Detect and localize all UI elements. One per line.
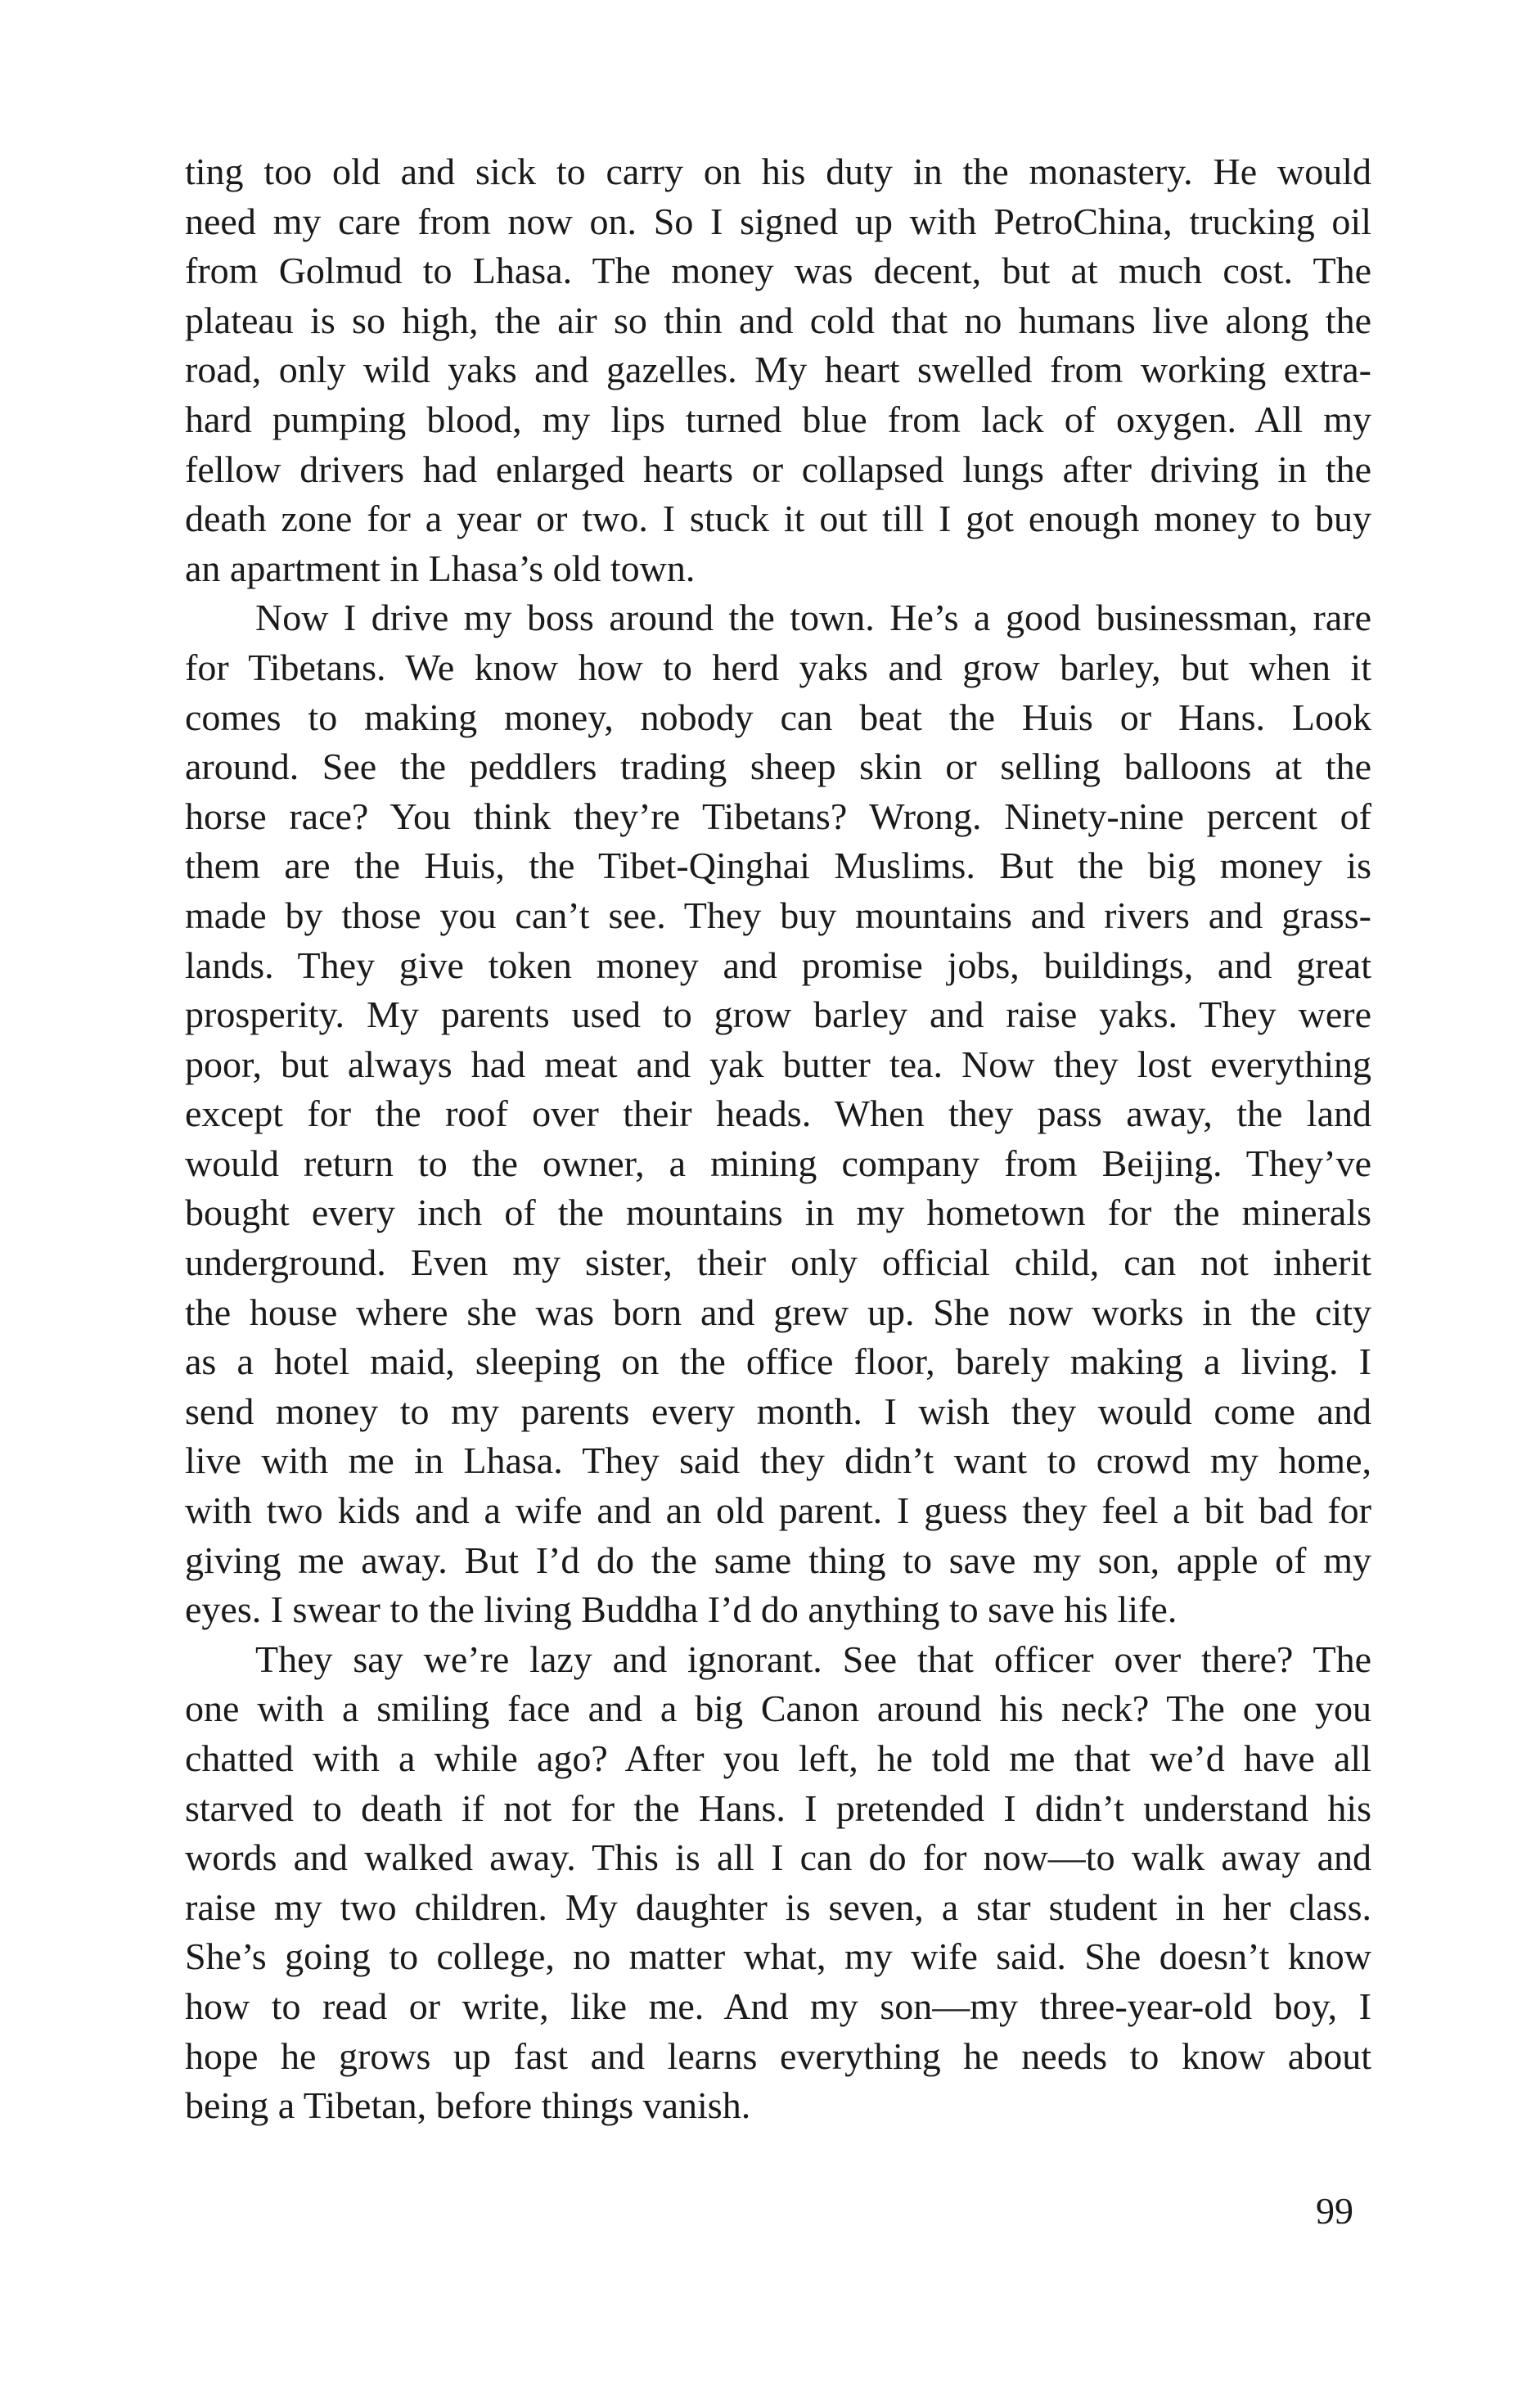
- text-line: ting too old and sick to carry on his duty in the monastery. He would: [185, 151, 1371, 192]
- text-line: hope he grows up fast and learns everything he needs to know about: [185, 2034, 1371, 2077]
- text-line: poor, but always had meat and yak butter tea. Now they lost everything: [185, 1043, 1371, 1085]
- text-line: would return to the owner, a mining company from Beijing. They’ve: [185, 1142, 1371, 1184]
- text-line: the house where she was born and grew up. She now works in the city: [185, 1291, 1371, 1333]
- text-line: with two kids and a wife and an old parent. I guess they feel a bit bad for: [185, 1489, 1371, 1532]
- text-line: fellow drivers had enlarged hearts or collapsed lungs after driving in the: [185, 448, 1371, 490]
- text-line: prosperity. My parents used to grow barley and raise yaks. They were: [185, 993, 1371, 1036]
- text-line: hard pumping blood, my lips turned blue from lack of oxygen. All my: [185, 398, 1371, 440]
- text-line: horse race? You think they’re Tibetans? Wrong. Ninety-nine percent of: [185, 795, 1371, 837]
- text-line: need my care from now on. So I signed up with PetroChina, trucking oil: [185, 200, 1371, 242]
- paragraph-1: [185, 147, 1371, 593]
- text-line: how to read or write, like me. And my son—my three-year-old boy, I: [185, 1985, 1371, 2027]
- text-line: raise my two children. My daughter is seven, a star student in her class.: [185, 1886, 1371, 1928]
- body-text: [185, 147, 1371, 2131]
- text-line: one with a smiling face and a big Canon around his neck? The one you: [185, 1687, 1371, 1730]
- text-line: road, only wild yaks and gazelles. My heart swelled from working extra-: [185, 349, 1371, 391]
- text-line: send money to my parents every month. I wish they would come and: [185, 1390, 1371, 1432]
- page-number: 99: [1316, 2190, 1353, 2232]
- text-line: as a hotel maid, sleeping on the office floor, barely making a living. I: [185, 1340, 1371, 1383]
- text-line: lands. They give token money and promise jobs, buildings, and great: [185, 944, 1371, 986]
- text-line: Now I drive my boss around the town. He’s a good businessman, rare: [255, 597, 1371, 639]
- text-line: death zone for a year or two. I stuck it out till I got enough money to buy: [185, 498, 1371, 540]
- text-line: around. See the peddlers trading sheep skin or selling balloons at the: [185, 746, 1371, 788]
- text-line: She’s going to college, no matter what, my wife said. She doesn’t know: [185, 1935, 1371, 1978]
- text-line: made by those you can’t see. They buy mountains and rivers and grass-: [185, 894, 1371, 936]
- text-line: eyes. I swear to the living Buddha I’d do anything to save his life.: [185, 1588, 1178, 1631]
- text-line: an apartment in Lhasa’s old town.: [185, 547, 696, 589]
- text-line: bought every inch of the mountains in my hometown for the minerals: [185, 1192, 1371, 1234]
- text-line: live with me in Lhasa. They said they didn’t want to crowd my home,: [185, 1440, 1371, 1482]
- paragraph-3: [185, 1635, 1371, 2131]
- text-line: chatted with a while ago? After you left, he told me that we’d have all: [185, 1737, 1371, 1779]
- text-line: them are the Huis, the Tibet-Qinghai Muslims. But the big money is: [185, 845, 1371, 887]
- text-line: except for the roof over their heads. When they pass away, the land: [185, 1093, 1371, 1135]
- text-line: starved to death if not for the Hans. I pretended I didn’t understand his: [185, 1786, 1371, 1829]
- text-line: from Golmud to Lhasa. The money was decent, but at much cost. The: [185, 250, 1371, 292]
- paragraph-2: [185, 593, 1371, 1634]
- text-line: They say we’re lazy and ignorant. See that officer over there? The: [255, 1638, 1371, 1680]
- text-line: comes to making money, nobody can beat the Huis or Hans. Look: [185, 696, 1371, 738]
- text-line: giving me away. But I’d do the same thing to save my son, apple of my: [185, 1539, 1371, 1581]
- text-line: plateau is so high, the air so thin and cold that no humans live along the: [185, 299, 1371, 341]
- text-line: underground. Even my sister, their only official child, can not inherit: [185, 1241, 1371, 1284]
- text-line: words and walked away. This is all I can do for now—to walk away and: [185, 1836, 1371, 1879]
- text-line: being a Tibetan, before things vanish.: [185, 2084, 751, 2127]
- text-line: for Tibetans. We know how to herd yaks and grow barley, but when it: [185, 646, 1371, 688]
